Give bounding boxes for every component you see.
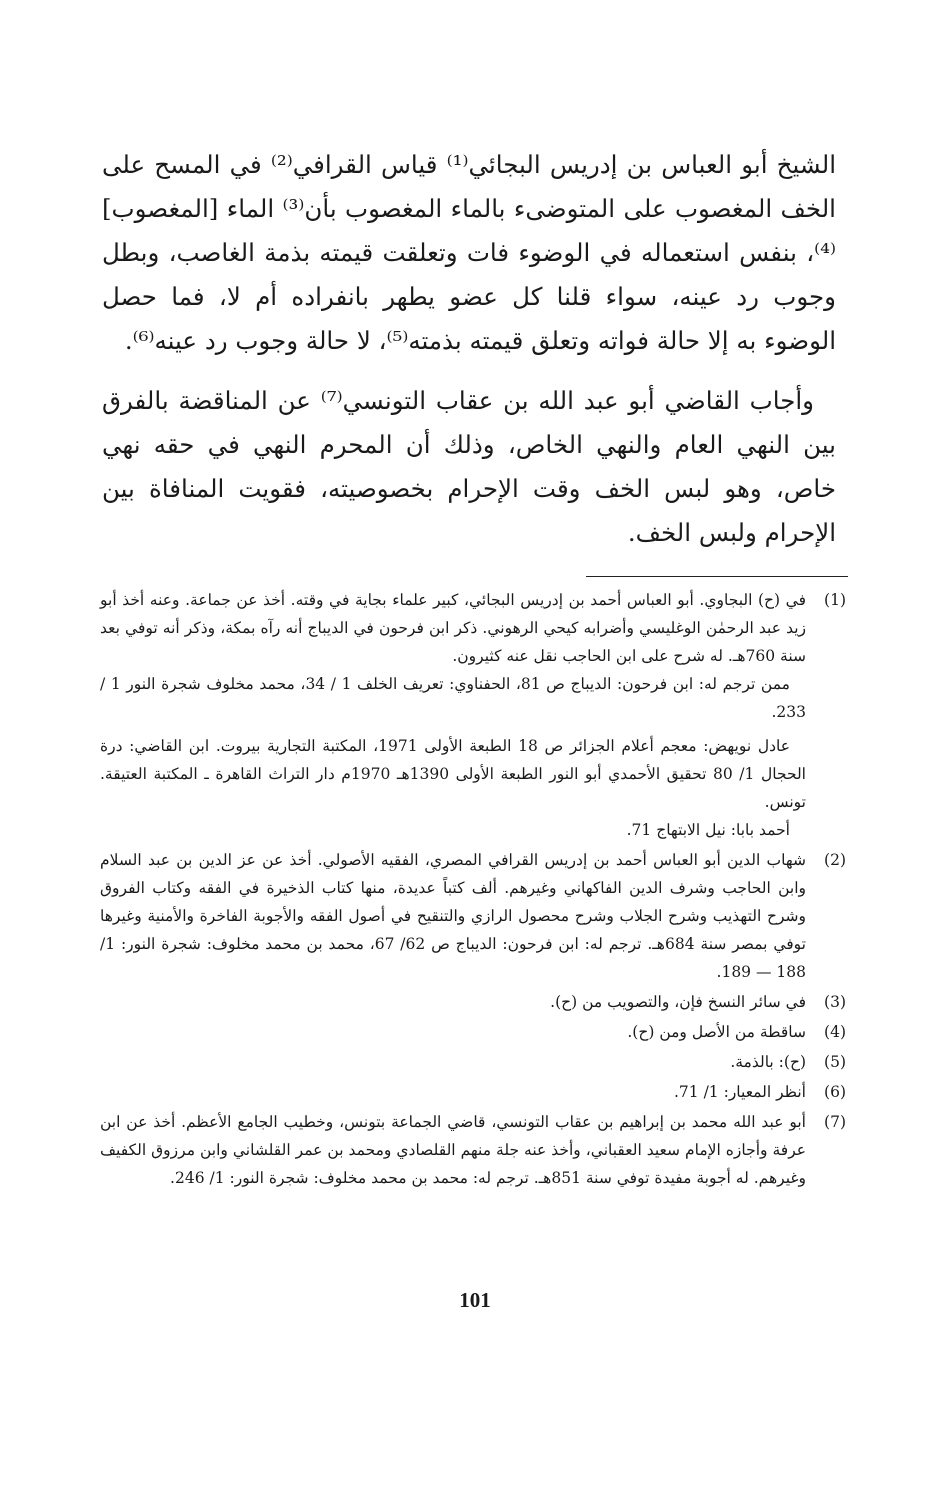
- footnote-separator: [586, 576, 848, 577]
- footnote-number: (5): [824, 1053, 846, 1071]
- footnote-6: [100, 1078, 846, 1106]
- footnote-paragraph: في (ح) البجاوي. أبو العباس أحمد بن إدريس البجائي، كبير علماء بجاية في وقته. أخذ عن جماعة. وعنه أخذ أبو زيد عبد الرحمٰن الوغليسي وأضرابه كيحي الرهوني. ذكر ابن فرحون في الديباج أنه رآه بمكة، وذكر أنه توفي بعد سنة 760هـ. له شرح على ابن الحاجب نقل عنه كثيرون.: [100, 591, 806, 665]
- footnote-number: (1): [824, 591, 846, 609]
- footnote-7: [100, 1108, 846, 1192]
- page-number: 101: [459, 1288, 491, 1312]
- footnote-number: (3): [824, 993, 846, 1011]
- footnote-1: [100, 586, 846, 844]
- body-paragraph-1: الشيخ أبو العباس بن إدريس البجائي⁽¹⁾ قياس القرافي⁽²⁾ في المسح على الخف المغصوب على المتوضىء بالماء المغصوب بأن⁽³⁾ الماء [المغصوب]⁽⁴⁾، بنفس استعماله في الوضوء فات وتعلقت قيمته بذمة الغاصب، وبطل وجوب رد عينه، سواء قلنا كل عضو يطهر بانفراده أم لا، فما حصل الوضوء به إلا حالة فواته وتعلق قيمته بذمته⁽⁵⁾، لا حالة وجوب رد عينه⁽⁶⁾.: [102, 150, 836, 355]
- footnote-text: [100, 846, 806, 986]
- footnote-paragraph: ممن ترجم له: ابن فرحون: الديباج ص 81، الحفناوي: تعريف الخلف 1 / 34، محمد مخلوف شجرة النور 1 / 233.: [100, 675, 806, 721]
- footnote-paragraph: في سائر النسخ فإن، والتصويب من (ح).: [550, 993, 806, 1011]
- footnote-text: [100, 586, 806, 844]
- footnote-3: [100, 988, 846, 1016]
- footnote-2: [100, 846, 846, 986]
- footnote-text: [100, 1018, 806, 1046]
- footnote-text: [100, 988, 806, 1016]
- footnote-number: (7): [824, 1113, 846, 1131]
- footnote-text: [100, 1078, 806, 1106]
- footnote-paragraph: أحمد بابا: نيل الابتهاج 71.: [626, 821, 790, 839]
- footnote-4: [100, 1018, 846, 1046]
- footnote-paragraph: أبو عبد الله محمد بن إبراهيم بن عقاب التونسي، قاضي الجماعة بتونس، وخطيب الجامع الأعظم. أخذ عن ابن عرفة وأجازه الإمام سعيد العقباني، وأخذ عنه جلة منهم القلصادي ومحمد بن عمر القلشاني وابن مرزوق الكفيف وغيرهم. له أجوبة مفيدة توفي سنة 851هـ. ترجم له: محمد بن محمد مخلوف: شجرة النور: 1/ 246.: [100, 1113, 806, 1187]
- footnote-5: [100, 1048, 846, 1076]
- footnote-paragraph: أنظر المعيار: 1/ 71.: [673, 1083, 806, 1101]
- footnote-text: [100, 1048, 806, 1076]
- footnote-paragraph: (ح): بالذمة.: [730, 1053, 806, 1071]
- footnote-number: (6): [824, 1083, 846, 1101]
- footnote-paragraph: شهاب الدين أبو العباس أحمد بن إدريس القرافي المصري، الفقيه الأصولي. أخذ عن عز الدين بن عبد السلام وابن الحاجب وشرف الدين الفاكهاني وغيرهم. ألف كتباً عديدة، منها كتاب الذخيرة في الفقه وكتاب الفروق وشرح التهذيب وشرح الجلاب وشرح محصول الرازي والتنقيح في أصول الفقه والأجوبة الفاخرة والأمنية وغيرها توفي بمصر سنة 684هـ. ترجم له: ابن فرحون: الديباج ص 62/ 67، محمد بن محمد مخلوف: شجرة النور: 1/ 188 — 189.: [100, 851, 806, 981]
- footnotes: [100, 586, 846, 1194]
- footnote-number: (4): [824, 1023, 846, 1041]
- footnote-paragraph: ساقطة من الأصل ومن (ح).: [627, 1023, 806, 1041]
- main-text: [102, 143, 836, 555]
- footnote-paragraph: عادل نويهض: معجم أعلام الجزائر ص 18 الطبعة الأولى 1971، المكتبة التجارية بيروت. ابن القاضي: درة الحجال 1/ 80 تحقيق الأحمدي أبو النور الطبعة الأولى 1390هـ 1970م دار التراث القاهرة ـ المكتبة العتيقة. تونس.: [100, 737, 806, 811]
- footnote-number: (2): [824, 851, 846, 869]
- footnote-text: [100, 1108, 806, 1192]
- body-paragraph-2: وأجاب القاضي أبو عبد الله بن عقاب التونسي⁽⁷⁾ عن المناقضة بالفرق بين النهي العام والنهي الخاص، وذلك أن المحرم النهي في حقه نهي خاص، وهو لبس الخف وقت الإحرام بخصوصيته، فقويت المنافاة بين الإحرام ولبس الخف.: [102, 386, 836, 547]
